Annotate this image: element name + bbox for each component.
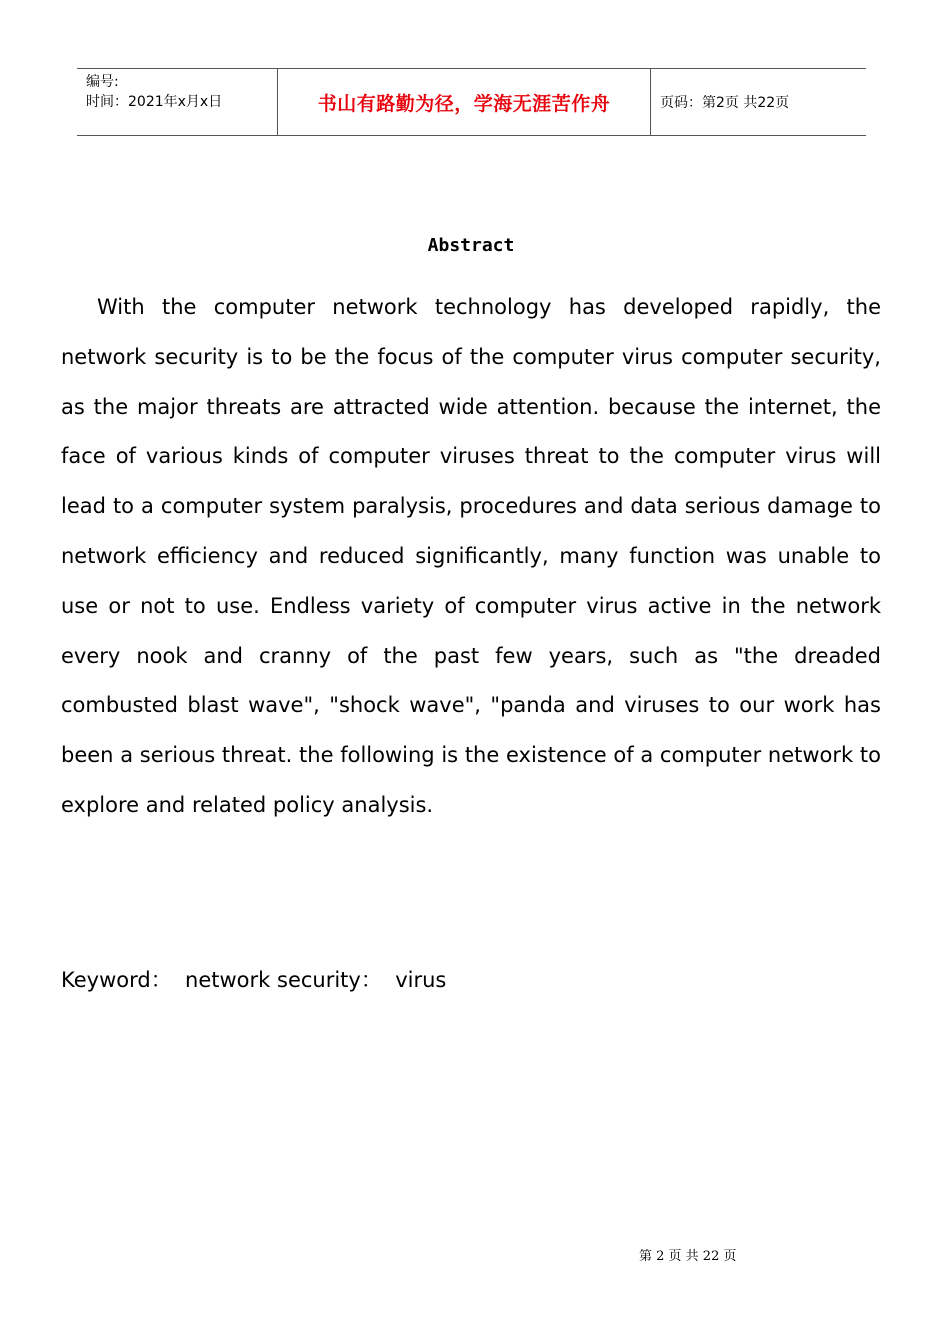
header-meta-cell	[77, 69, 278, 135]
keywords-line: Keyword： network security： virus	[61, 968, 447, 992]
page-footer: 第 2 页 共 22 页	[639, 1249, 737, 1264]
abstract-title: Abstract	[427, 235, 515, 256]
header-motto: 书山有路勤为径，学海无涯苦作舟	[317, 92, 611, 115]
header-page-info: 页码：第2页 共22页	[660, 95, 790, 111]
document-number-label: 编号:	[86, 74, 119, 90]
document-date: 时间：2021年x月x日	[86, 94, 223, 110]
header-motto-cell	[278, 69, 651, 135]
page-header	[77, 68, 866, 136]
header-page-cell	[651, 69, 866, 135]
abstract-body: With the computer network technology has developed rapidly, the network security is to be the focus of the computer virus computer security, as the major threats are attracted wide attention. because the internet, the face of various kinds of computer viruses threat to the computer virus will lead to a computer system paralysis, procedures and data serious damage to network efficiency and reduced significantly, many function was unable to use or not to use. Endless variety of computer virus active in the network every nook and cranny of the past few years, such as "the dreaded combusted blast wave", "shock wave", "panda and viruses to our work has been a serious threat. the following is the existence of a computer network to explore and related policy analysis.	[61, 295, 881, 817]
